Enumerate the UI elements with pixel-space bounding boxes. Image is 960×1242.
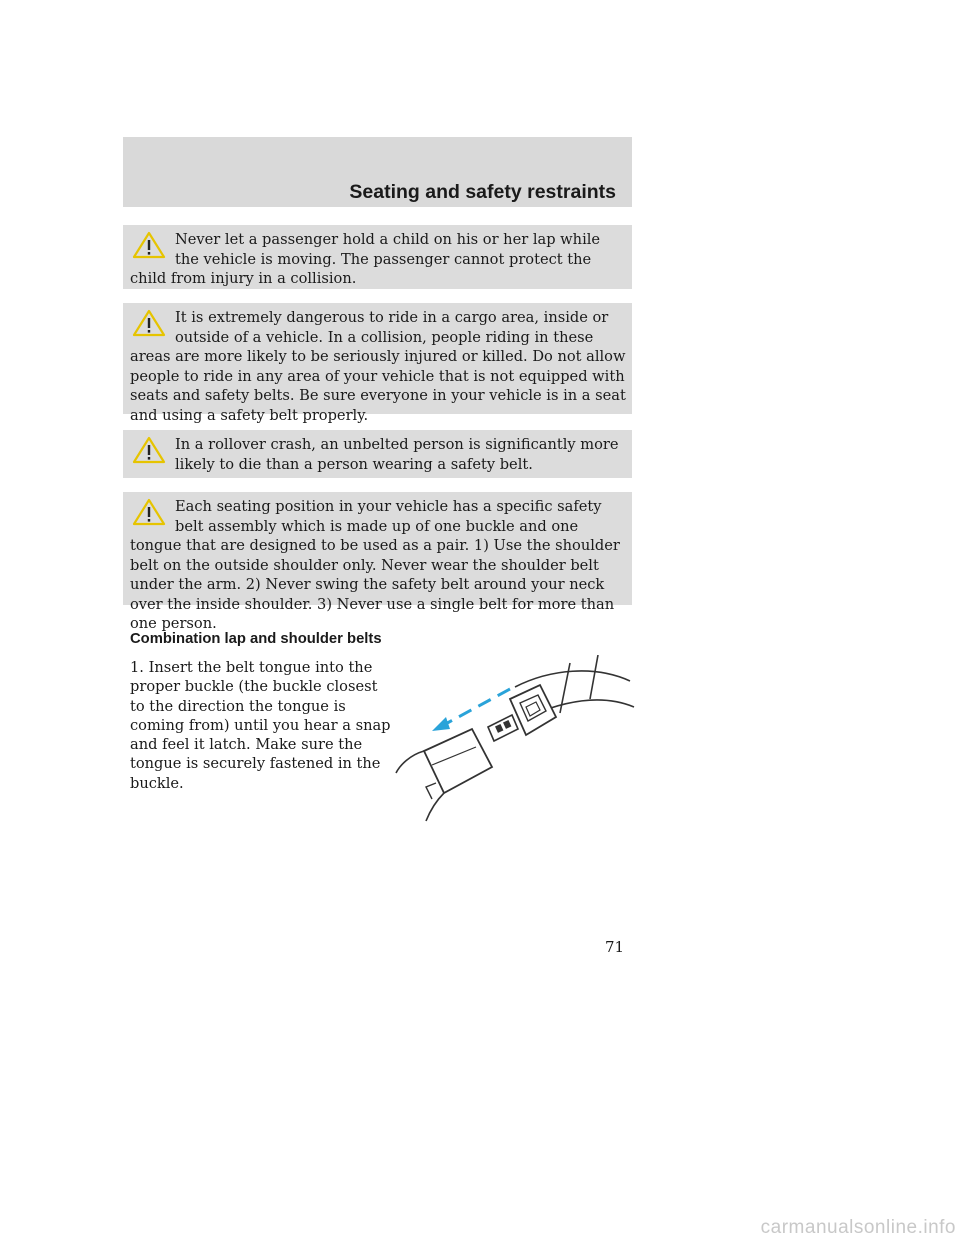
- warning-triangle-icon: [132, 436, 170, 466]
- warning-box-4: [123, 492, 632, 632]
- warning-triangle-icon: [132, 498, 170, 528]
- warning-text: In a rollover crash, an unbelted person is significantly more likely to die than a person wearing a safety belt.: [175, 436, 619, 473]
- warning-box-2: [123, 303, 632, 424]
- warning-triangle-icon: [132, 309, 170, 339]
- warning-box-3: [123, 430, 632, 478]
- warning-text: Never let a passenger hold a child on his or her lap while the vehicle is moving. The passenger cannot protect the child from injury in a collision.: [130, 231, 601, 287]
- warning-text: It is extremely dangerous to ride in a cargo area, inside or outside of a vehicle. In a collision, people riding in these areas are more likely to be seriously injured or killed. Do not allow people to ride in any area of your vehicle that is not equipped with seats and safety belts. Be sure everyone in your vehicle is in a seat and using a safety belt properly.: [130, 309, 626, 424]
- warning-triangle-icon: [132, 231, 170, 261]
- warning-text: Each seating position in your vehicle has a specific safety belt assembly which is made up of one buckle and one tongue that are designed to be used as a pair. 1) Use the shoulder belt on the outside shoulder only. Never wear the shoulder belt under the arm. 2) Never swing the safety belt around your neck over the inside shoulder. 3) Never use a single belt for more than one person.: [130, 498, 620, 632]
- watermark: carmanualsonline.info: [760, 1217, 956, 1238]
- section-heading: Combination lap and shoulder belts: [130, 631, 382, 647]
- step-1-text: 1. Insert the belt tongue into the proper buckle (the buckle closest to the direction the tongue is coming from) until you hear a snap and feel it latch. Make sure the tongue is securely fastened in the buckle.: [130, 659, 391, 792]
- page-number: 71: [605, 938, 625, 956]
- seat-belt-buckle-illustration: [380, 655, 636, 831]
- warning-box-1: [123, 225, 632, 289]
- header-band: [123, 137, 632, 207]
- page-title: Seating and safety restraints: [349, 181, 616, 203]
